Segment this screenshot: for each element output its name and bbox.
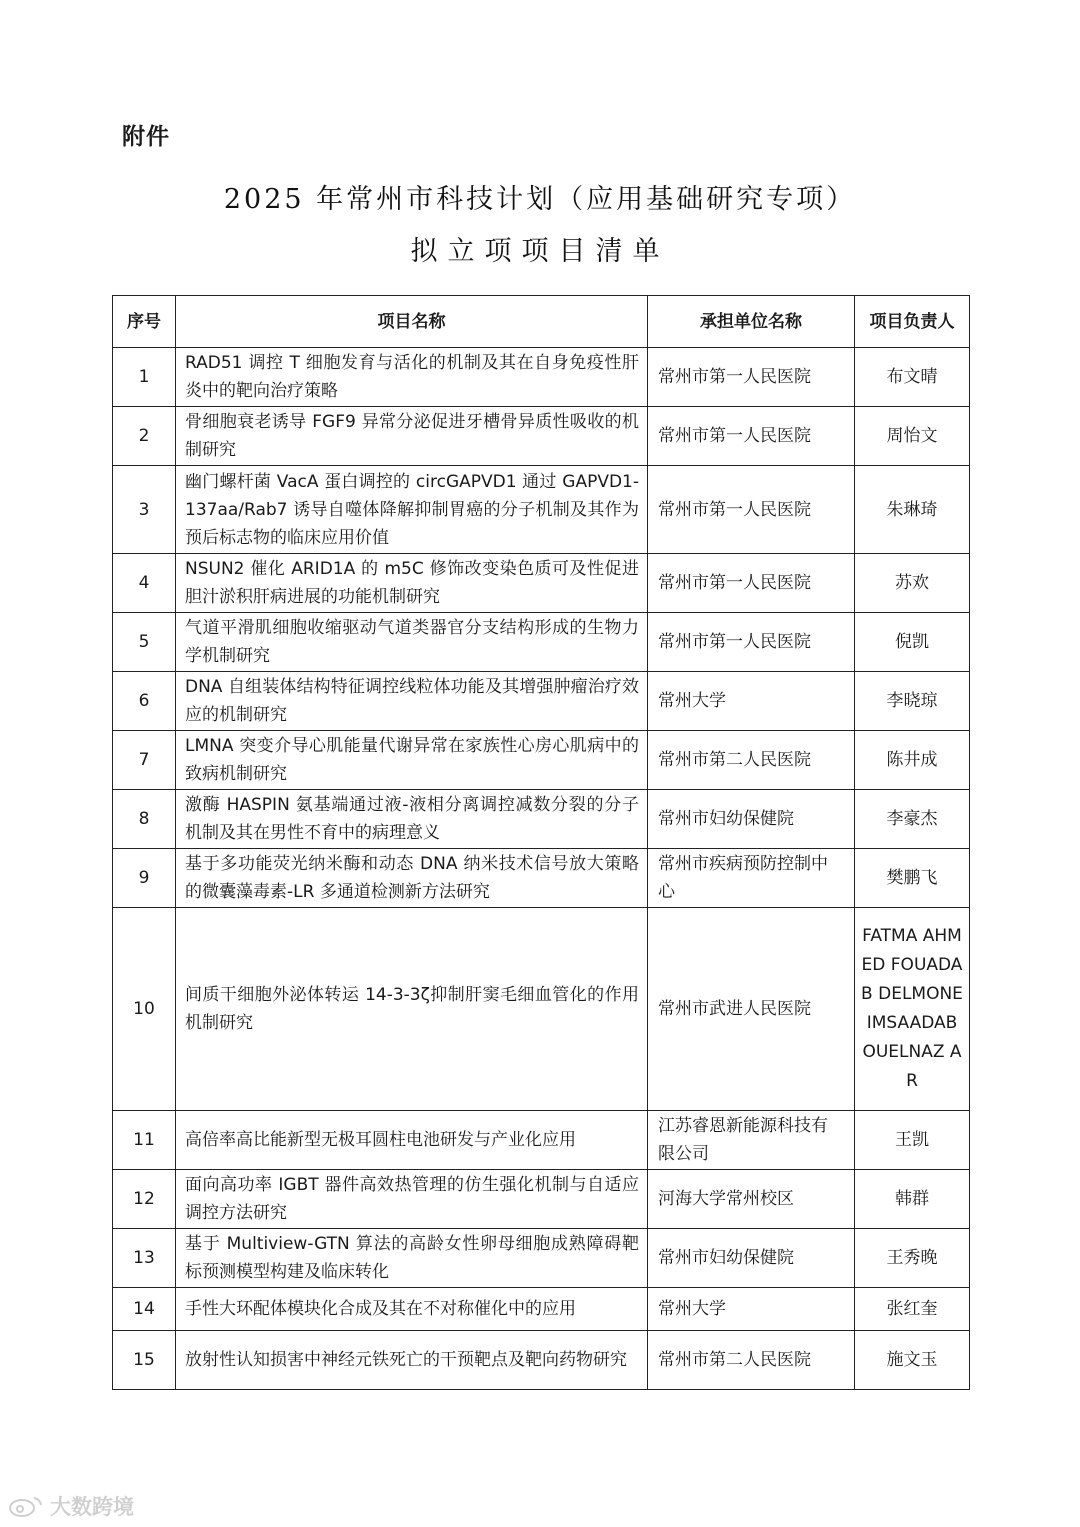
row-leader: 韩群: [855, 1170, 970, 1229]
attachment-label: 附件: [122, 124, 170, 150]
document-title: 2025 年常州市科技计划（应用基础研究专项）: [223, 184, 857, 215]
row-no: 1: [113, 348, 176, 407]
row-project-name: RAD51 调控 T 细胞发育与活化的机制及其在自身免疫性肝炎中的靶向治疗策略: [176, 348, 648, 407]
row-leader: 苏欢: [855, 554, 970, 613]
row-project-name: 高倍率高比能新型无极耳圆柱电池研发与产业化应用: [176, 1111, 648, 1170]
row-no: 11: [113, 1111, 176, 1170]
row-unit: 常州市第一人民医院: [648, 554, 855, 613]
table-row: [113, 407, 970, 466]
header-leader: 项目负责人: [855, 296, 970, 348]
row-unit: 常州市第一人民医院: [648, 613, 855, 672]
row-leader: [855, 908, 970, 1111]
header-project-name: 项目名称: [176, 296, 648, 348]
row-unit: 常州市第二人民医院: [648, 1331, 855, 1390]
row-leader: 李豪杰: [855, 790, 970, 849]
row-leader: 王秀晚: [855, 1229, 970, 1288]
table-row: [113, 613, 970, 672]
table-row: [113, 849, 970, 908]
row-leader: 樊鹏飞: [855, 849, 970, 908]
table-row: [113, 790, 970, 849]
table-row: [113, 348, 970, 407]
row-unit: 常州市妇幼保健院: [648, 1229, 855, 1288]
header-unit: 承担单位名称: [648, 296, 855, 348]
row-project-name: 气道平滑肌细胞收缩驱动气道类器官分支结构形成的生物力学机制研究: [176, 613, 648, 672]
watermark: [8, 1491, 134, 1521]
header-no: 序号: [113, 296, 176, 348]
row-leader-name: FATMA AHMED FOUADAB DELMONE IMSAADAB OUELNAZ AR: [861, 926, 963, 1091]
row-project-name: LMNA 突变介导心肌能量代谢异常在家族性心房心肌病中的致病机制研究: [176, 731, 648, 790]
row-unit: 常州市疾病预防控制中心: [648, 849, 855, 908]
table-row: [113, 1288, 970, 1331]
row-no: 6: [113, 672, 176, 731]
row-leader: 布文晴: [855, 348, 970, 407]
row-unit: 常州市武进人民医院: [648, 908, 855, 1111]
row-leader: 朱琳琦: [855, 466, 970, 554]
document-subtitle: 拟立项项目清单: [410, 236, 670, 267]
row-no: 5: [113, 613, 176, 672]
row-unit: 常州大学: [648, 1288, 855, 1331]
row-no: 13: [113, 1229, 176, 1288]
row-no: 9: [113, 849, 176, 908]
row-no: 14: [113, 1288, 176, 1331]
table-row: [113, 908, 970, 1111]
table-row: [113, 672, 970, 731]
row-leader: 施文玉: [855, 1331, 970, 1390]
row-leader: 张红奎: [855, 1288, 970, 1331]
table-header-row: [113, 296, 970, 348]
row-project-name: DNA 自组装体结构特征调控线粒体功能及其增强肿瘤治疗效应的机制研究: [176, 672, 648, 731]
row-leader: 李晓琼: [855, 672, 970, 731]
row-project-name: 骨细胞衰老诱导 FGF9 异常分泌促进牙槽骨异质性吸收的机制研究: [176, 407, 648, 466]
table-row: [113, 1331, 970, 1390]
row-leader: 倪凯: [855, 613, 970, 672]
row-no: 3: [113, 466, 176, 554]
row-unit: 常州市第一人民医院: [648, 466, 855, 554]
row-no: 12: [113, 1170, 176, 1229]
row-unit: 常州市妇幼保健院: [648, 790, 855, 849]
table-row: [113, 466, 970, 554]
row-leader: 周怡文: [855, 407, 970, 466]
row-no: 10: [113, 908, 176, 1111]
row-no: 2: [113, 407, 176, 466]
row-unit: 常州市第二人民医院: [648, 731, 855, 790]
row-project-name: 幽门螺杆菌 VacA 蛋白调控的 circGAPVD1 通过 GAPVD1-137aa/Rab7 诱导自噬体降解抑制胃癌的分子机制及其作为预后标志物的临床应用价值: [176, 466, 648, 554]
row-no: 8: [113, 790, 176, 849]
project-table: [112, 295, 970, 1390]
table-row: [113, 1229, 970, 1288]
table-row: [113, 554, 970, 613]
table-row: [113, 731, 970, 790]
table-row: [113, 1111, 970, 1170]
weibo-logo-icon: [8, 1495, 44, 1517]
row-unit: 常州大学: [648, 672, 855, 731]
row-unit: 江苏睿恩新能源科技有限公司: [648, 1111, 855, 1170]
row-project-name: 面向高功率 IGBT 器件高效热管理的仿生强化机制与自适应调控方法研究: [176, 1170, 648, 1229]
row-project-name: 间质干细胞外泌体转运 14-3-3ζ抑制肝窦毛细血管化的作用机制研究: [176, 908, 648, 1111]
row-project-name: 基于 Multiview-GTN 算法的高龄女性卵母细胞成熟障碍靶标预测模型构建及临床转化: [176, 1229, 648, 1288]
watermark-text: 大数跨境: [50, 1495, 134, 1519]
row-no: 4: [113, 554, 176, 613]
table-row: [113, 1170, 970, 1229]
row-unit: 常州市第一人民医院: [648, 407, 855, 466]
row-project-name: NSUN2 催化 ARID1A 的 m5C 修饰改变染色质可及性促进胆汁淤积肝病进展的功能机制研究: [176, 554, 648, 613]
row-no: 15: [113, 1331, 176, 1390]
row-project-name: 基于多功能荧光纳米酶和动态 DNA 纳米技术信号放大策略的微囊藻毒素-LR 多通道检测新方法研究: [176, 849, 648, 908]
row-no: 7: [113, 731, 176, 790]
row-project-name: 激酶 HASPIN 氨基端通过液-液相分离调控减数分裂的分子机制及其在男性不育中的病理意义: [176, 790, 648, 849]
row-project-name: 手性大环配体模块化合成及其在不对称催化中的应用: [176, 1288, 648, 1331]
row-project-name: 放射性认知损害中神经元铁死亡的干预靶点及靶向药物研究: [176, 1331, 648, 1390]
row-unit: 河海大学常州校区: [648, 1170, 855, 1229]
row-leader: 陈井成: [855, 731, 970, 790]
row-leader: 王凯: [855, 1111, 970, 1170]
row-unit: 常州市第一人民医院: [648, 348, 855, 407]
